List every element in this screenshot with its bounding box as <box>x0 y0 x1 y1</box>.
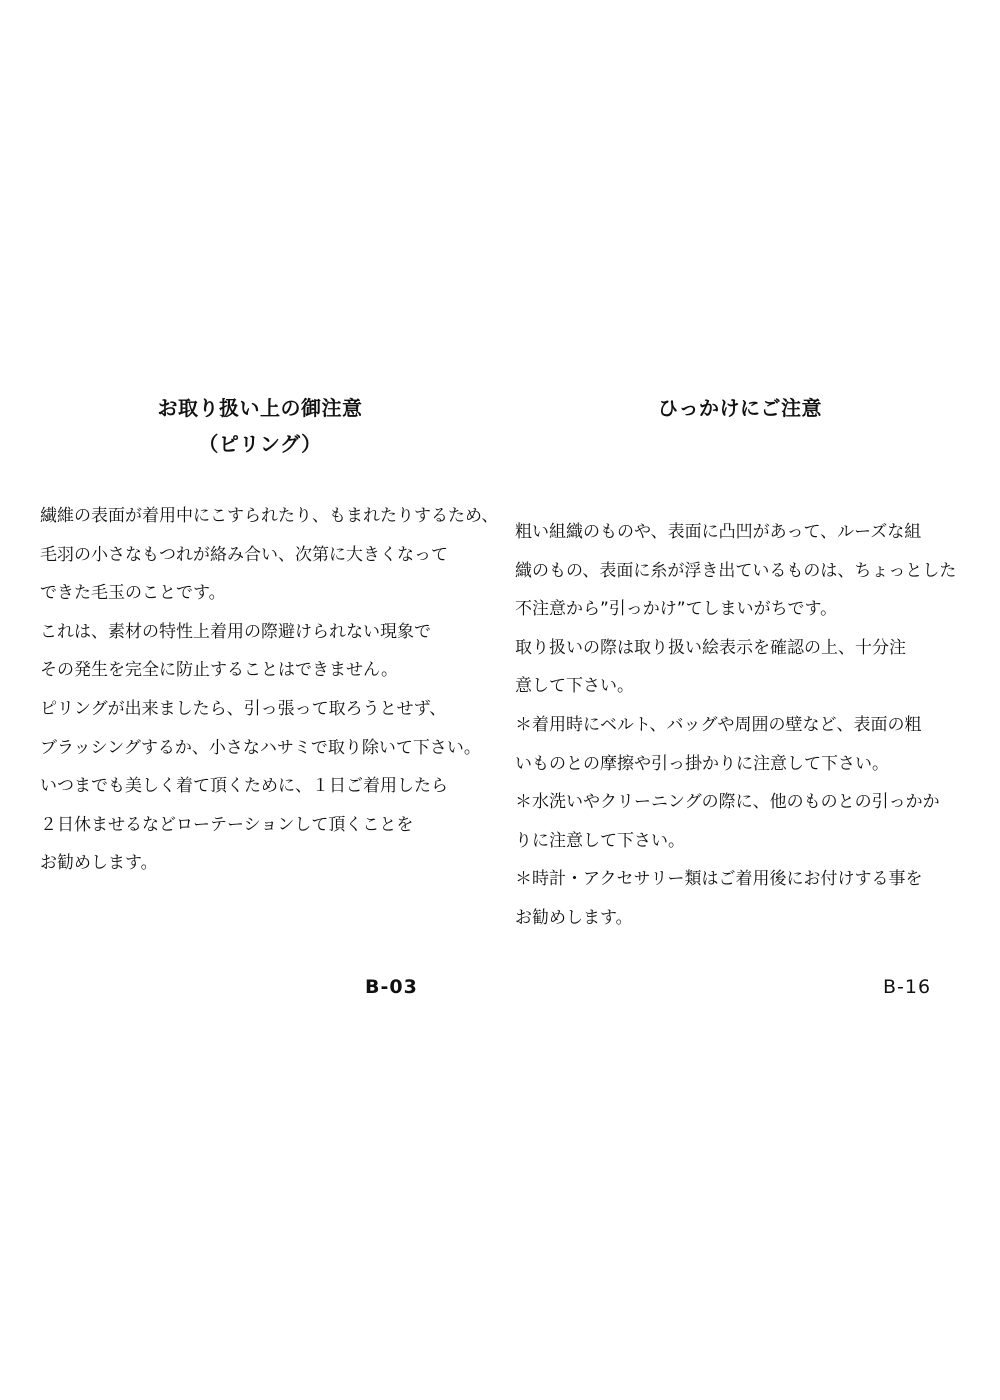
snag-notice-title: ひっかけにご注意 <box>658 396 822 420</box>
pilling-notice-panel <box>40 390 499 883</box>
body-line: 織のもの、表面に糸が浮き出ているものは、ちょっとした <box>515 560 957 581</box>
body-line: できた毛玉のことです。 <box>40 583 226 604</box>
body-line: いつまでも美しく着て頂くために、１日ご着用したら <box>40 776 448 797</box>
body-line: ＊時計・アクセサリー類はご着用後にお付けする事を <box>515 869 923 890</box>
body-line: ピリングが出来ましたら、引っ張って取ろうとせず、 <box>40 698 447 719</box>
body-line: 意して下さい。 <box>515 676 634 697</box>
snag-notice-body <box>515 513 965 938</box>
body-line: これは、素材の特性上着用の際避けられない現象で <box>40 621 431 642</box>
pilling-notice-body <box>40 497 499 883</box>
snag-notice-panel <box>515 390 965 938</box>
body-line: お勧めします。 <box>40 853 158 874</box>
body-line: ２日休ませるなどローテーションして頂くことを <box>40 814 414 835</box>
body-line: ＊着用時にベルト、バッグや周囲の壁など、表面の粗 <box>515 714 922 735</box>
body-line: その発生を完全に防止することはできません。 <box>40 660 399 681</box>
pilling-notice-code: B-03 <box>365 976 418 998</box>
title-line: お取り扱い上の御注意 <box>157 396 363 420</box>
body-line: いものとの摩擦や引っ掛かりに注意して下さい。 <box>515 753 889 774</box>
snag-notice-code: B-16 <box>883 976 932 998</box>
title-line: （ピリング） <box>198 432 322 456</box>
body-line: ブラッシングするか、小さなハサミで取り除いて下さい。 <box>40 737 481 758</box>
body-line: 毛羽の小さなもつれが絡み合い、次第に大きくなって <box>40 544 448 565</box>
body-line: お勧めします。 <box>515 907 633 928</box>
body-line: 粗い組織のものや、表面に凸凹があって、ルーズな組 <box>515 522 922 542</box>
body-line: 不注意から”引っかけ”てしまいがちです。 <box>515 599 838 620</box>
pilling-notice-title <box>40 390 480 462</box>
body-line: 取り扱いの際は取り扱い絵表示を確認の上、十分注 <box>515 637 906 658</box>
body-line: 繊維の表面が着用中にこすられたり、もまれたりするため、 <box>40 506 499 526</box>
body-line: ＊水洗いやクリーニングの際に、他のものとの引っかか <box>515 792 940 813</box>
body-line: りに注意して下さい。 <box>515 830 685 851</box>
